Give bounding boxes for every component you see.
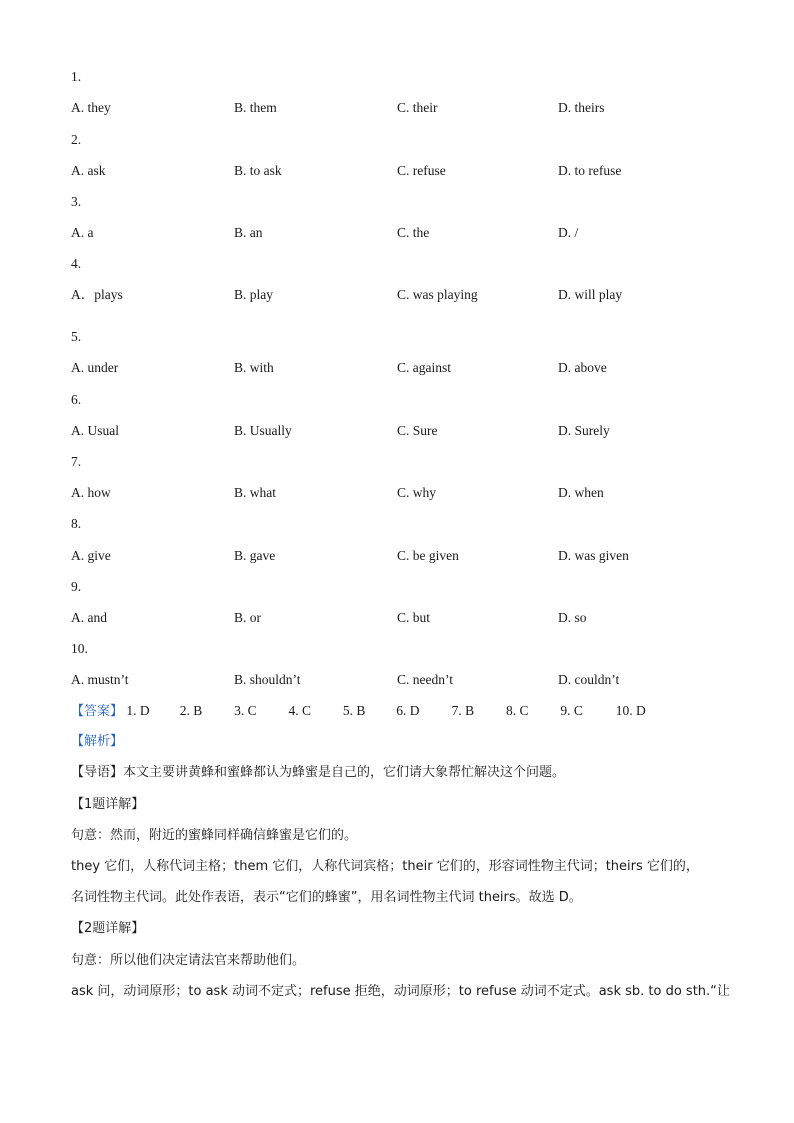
answer-item: 2. B (179, 703, 203, 718)
option-d: D. was given (558, 548, 629, 563)
option-c: C. Sure (397, 423, 438, 438)
option-b: B. gave (234, 548, 276, 563)
option-b: B. Usually (234, 423, 292, 438)
option-b: B. them (234, 100, 277, 115)
question-number: 9. (71, 579, 82, 594)
answer-item: 8. C (506, 703, 529, 718)
option-c: C. be given (397, 548, 459, 563)
question-number: 6. (71, 392, 82, 407)
q1-explanation-line: they 它们，人称代词主格；them 它们，人称代词宾格；their 它们的，形容词性物主代词；theirs 它们的， (71, 859, 699, 874)
option-a: A. Usual (71, 423, 119, 438)
answer-item: 6. D (396, 703, 420, 718)
q1-sentence-meaning: 句意：然而，附近的蜜蜂同样确信蜂蜜是它们的。 (71, 828, 358, 843)
option-b: B. with (234, 360, 274, 375)
option-c: C. needn’t (397, 672, 453, 687)
option-a: A. under (71, 360, 119, 375)
option-b: B. to ask (234, 163, 282, 178)
option-a: A. ask (71, 163, 106, 178)
question-number: 7. (71, 454, 82, 469)
question-number: 2. (71, 132, 82, 147)
question-number: 5. (71, 329, 82, 344)
option-c: C. the (397, 225, 430, 240)
option-c: C. their (397, 100, 438, 115)
option-a: A. how (71, 485, 111, 500)
question-number: 8. (71, 516, 82, 531)
q2-explanation-line: ask 问，动词原形；to ask 动词不定式；refuse 拒绝，动词原形；to refuse 动词不定式。ask sb. to do sth.“让 (71, 984, 730, 999)
q2-detail-title: 【2题详解】 (71, 921, 145, 936)
option-d: D. couldn’t (558, 672, 620, 687)
option-c: C. against (397, 360, 451, 375)
answer-item: 7. B (451, 703, 475, 718)
answer-item: 4. C (288, 703, 312, 718)
option-b: B. what (234, 485, 276, 500)
option-d: D. theirs (558, 100, 605, 115)
question-number: 1. (71, 69, 82, 84)
q1-detail-title: 【1题详解】 (71, 797, 145, 812)
option-c: C. why (397, 485, 437, 500)
option-d: D. so (558, 610, 587, 625)
option-a: A. a (71, 225, 94, 240)
option-d: D. / (558, 225, 579, 240)
q2-sentence-meaning: 句意：所以他们决定请法官来帮助他们。 (71, 953, 306, 968)
option-a: A. and (71, 610, 107, 625)
answer-key (71, 702, 731, 721)
question-number: 4. (71, 256, 82, 271)
analysis-label: 【解析】 (71, 734, 124, 749)
option-b: B. an (234, 225, 263, 240)
answer-item: 5. B (342, 703, 366, 718)
option-b: B. play (234, 287, 273, 302)
question-number: 10. (71, 641, 88, 656)
answer-label: 【答案】 (71, 704, 124, 719)
option-d: D. when (558, 485, 604, 500)
option-b: B. shouldn’t (234, 672, 301, 687)
option-a: A. mustn’t (71, 672, 129, 687)
option-a: A. give (71, 548, 111, 563)
option-c: C. was playing (397, 287, 478, 302)
option-d: D. will play (558, 287, 623, 302)
option-b: B. or (234, 610, 261, 625)
guide-text: 【导语】本文主要讲黄蜂和蜜蜂都认为蜂蜜是自己的，它们请大象帮忙解决这个问题。 (71, 765, 566, 780)
option-a: A. they (71, 100, 111, 115)
answer-item: 9. C (560, 703, 583, 718)
q1-explanation-line: 名词性物主代词。此处作表语，表示“它们的蜂蜜”，用名词性物主代词 theirs。故选 D。 (71, 890, 582, 905)
answer-item: 3. C (234, 703, 257, 718)
option-c: C. but (397, 610, 431, 625)
option-d: D. Surely (558, 423, 610, 438)
option-d: D. above (558, 360, 607, 375)
question-number: 3. (71, 194, 82, 209)
answer-item: 10. D (615, 703, 646, 718)
option-a: A．plays (71, 287, 123, 302)
option-d: D. to refuse (558, 163, 622, 178)
answer-item: 1. D (126, 703, 150, 718)
option-c: C. refuse (397, 163, 446, 178)
